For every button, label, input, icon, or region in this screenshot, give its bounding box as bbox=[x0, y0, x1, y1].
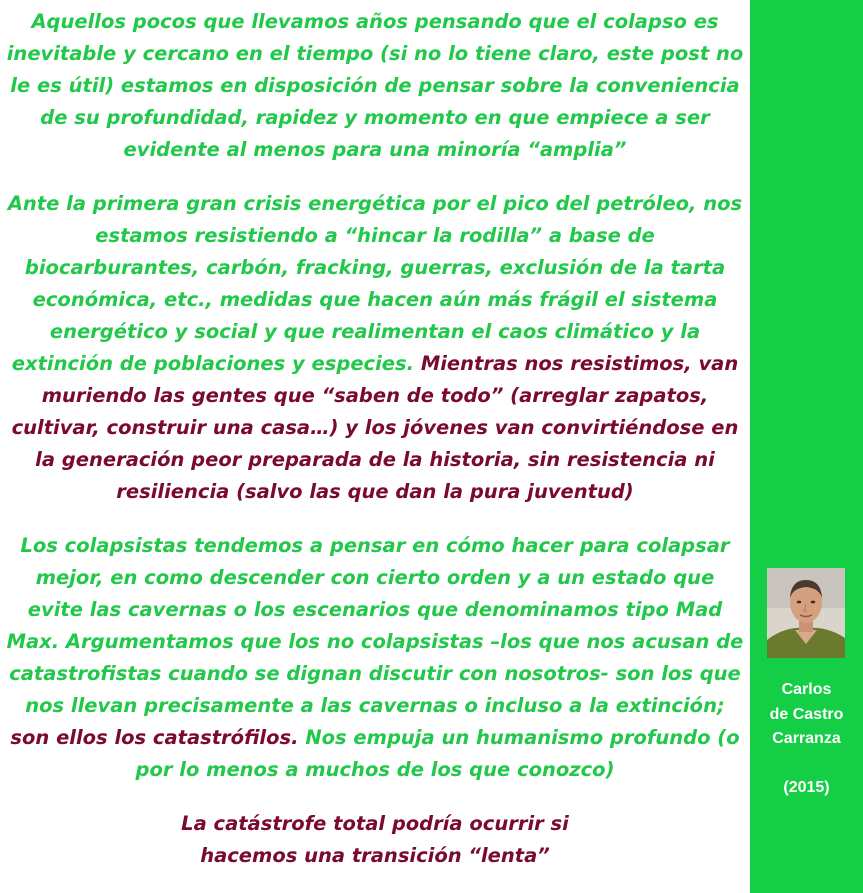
author-photo bbox=[767, 568, 845, 658]
paragraph-3 bbox=[6, 530, 744, 786]
paragraph-1-text: Aquellos pocos que llevamos años pensando que el colapso es inevitable y cercano en el tiempo (si no lo tiene claro, este post no le es útil) estamos en disposición de pensar sobre la conveniencia de su profundidad, rapidez y momento en que empiece a ser evidente al menos para una minoría “amplia” bbox=[6, 10, 744, 161]
author-surname-1: de Castro bbox=[769, 705, 844, 723]
paragraph-2-green-text: Ante la primera gran crisis energética por el pico del petróleo, nos estamos resistiendo a “hincar la rodilla” a base de biocarburantes, carbón, fracking, guerras, exclusión de la tarta económica, etc., medidas que hacen aún más frágil el sistema energético y social y que realimentan el caos climático y la extinción de poblaciones y especies. bbox=[7, 192, 743, 375]
paragraph-4 bbox=[6, 808, 744, 872]
author-portrait-icon bbox=[767, 568, 845, 658]
paragraph-3-dark-text: son ellos los catastrófilos. bbox=[10, 726, 299, 749]
paragraph-1 bbox=[6, 6, 744, 166]
paragraph-2 bbox=[6, 188, 744, 508]
author-credit bbox=[750, 678, 863, 800]
paragraph-4-text: La catástrofe total podría ocurrir si hacemos una transición “lenta” bbox=[181, 812, 569, 867]
author-first-name: Carlos bbox=[781, 681, 832, 698]
paragraph-3-green-text-b: Nos empuja un humanismo profundo (o por lo menos a muchos de los que conozco) bbox=[135, 726, 740, 781]
paragraph-3-green-text-a: Los colapsistas tendemos a pensar en cómo hacer para colapsar mejor, en como descender con cierto orden y a un estado que evite las cavernas o los escenarios que denominamos tipo Mad Max. Argumentamos que los no colapsistas –los que nos acusan de catastrofistas cuando se dignan discutir con nosotros- son los que nos llevan precisamente a las cavernas o incluso a la extinción; bbox=[6, 534, 744, 717]
paragraph-2-dark-text: Mientras nos resistimos, van muriendo las gentes que “saben de todo” (arreglar zapatos, cultivar, construir una casa…) y los jóvenes van convirtiéndose en la generación peor preparada de la historia, sin resistencia ni resiliencia (salvo las que dan la pura juventud) bbox=[11, 352, 739, 503]
author-surname-2: Carranza bbox=[772, 730, 841, 747]
author-year: (2015) bbox=[783, 778, 830, 796]
author-sidebar bbox=[750, 0, 863, 893]
